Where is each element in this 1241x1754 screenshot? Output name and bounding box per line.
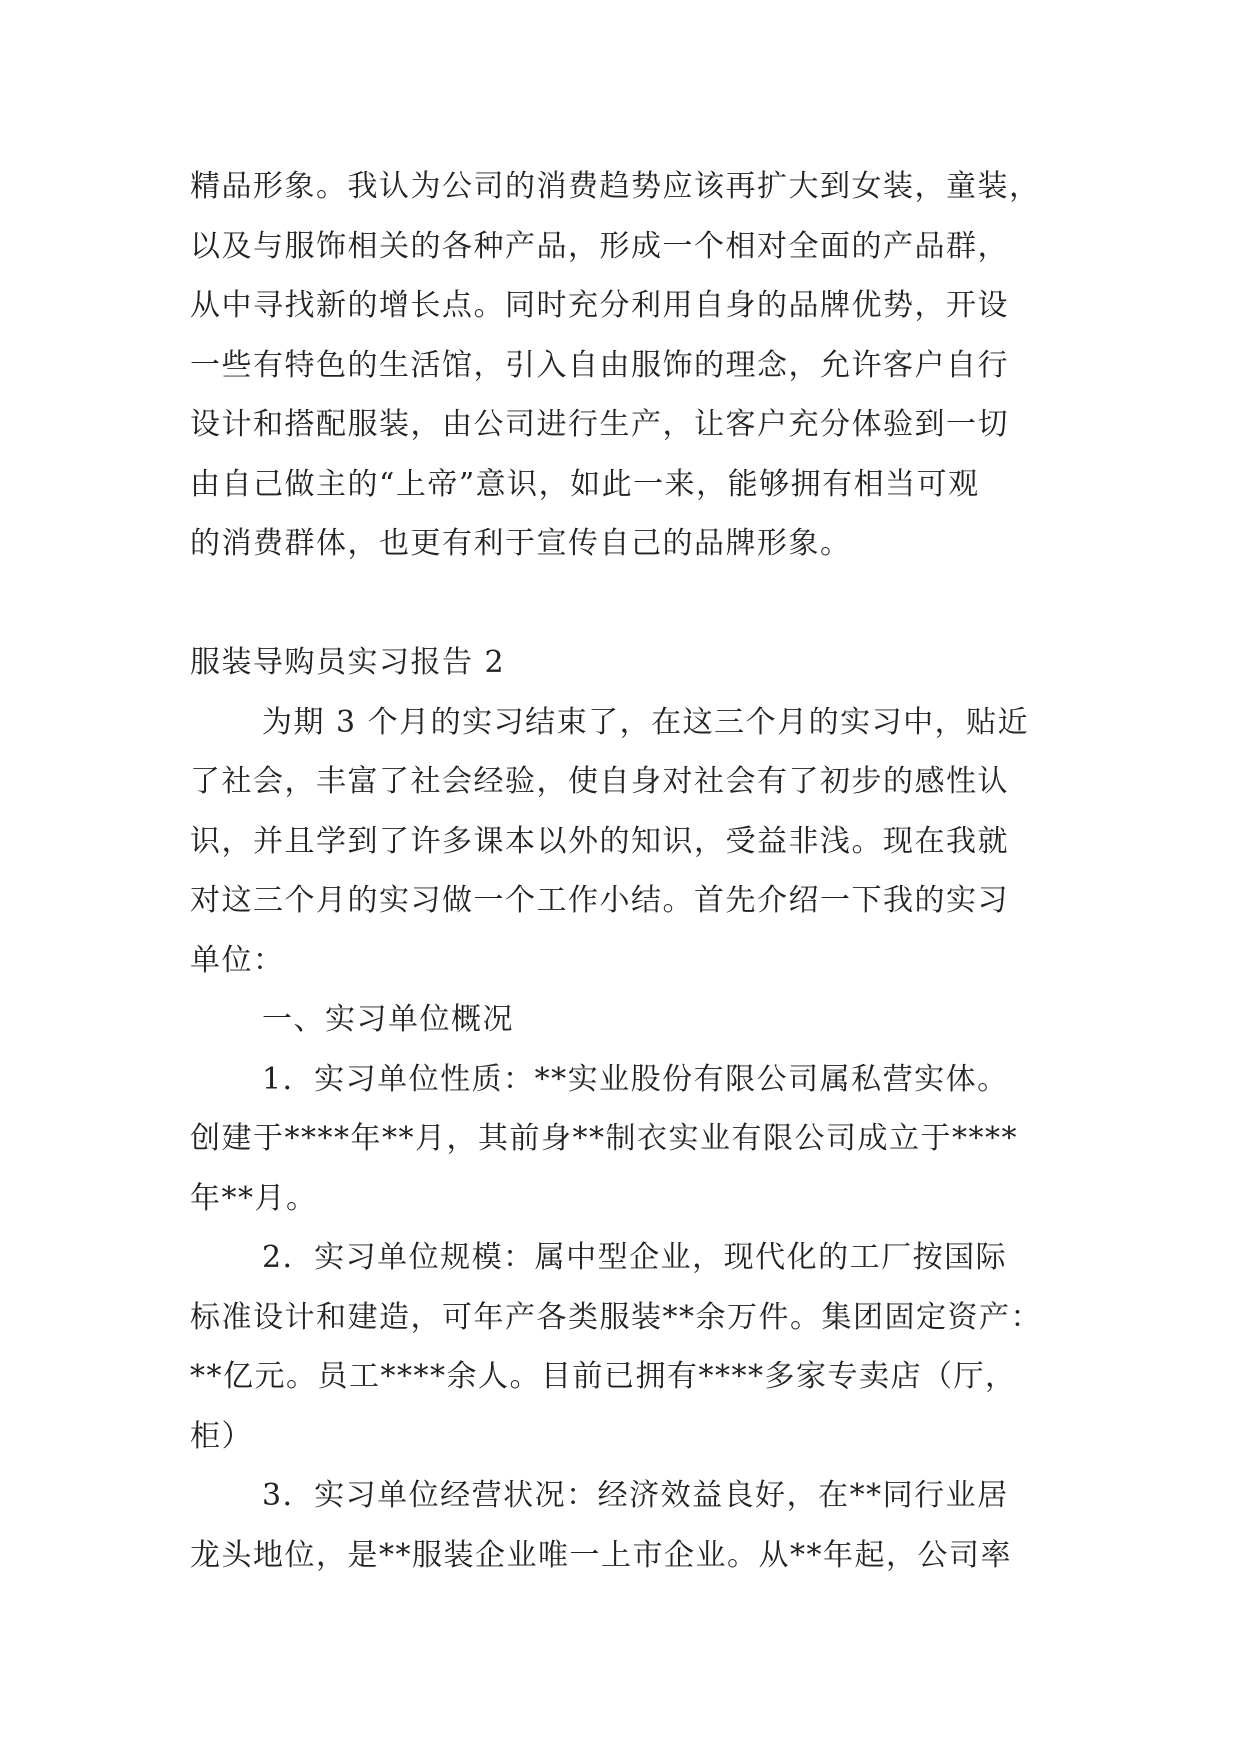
text-line: 单位： [190, 942, 285, 978]
text-line: 设计和搭配服装，由公司进行生产，让客户充分体验到一切 [190, 407, 1009, 442]
text-line: 的消费群体，也更有利于宣传自己的品牌形象。 [190, 526, 852, 561]
text-line: 3．实习单位经营状况：经济效益良好，在**同行业居 [262, 1478, 1009, 1513]
intro-paragraph [190, 693, 1062, 991]
text-line: 从中寻找新的增长点。同时充分利用自身的品牌优势，开设 [190, 288, 1009, 323]
text-line: 了社会，丰富了社会经验，使自身对社会有了初步的感性认 [190, 764, 1009, 799]
document-body [190, 157, 1062, 1585]
text-line: 1．实习单位性质：**实业股份有限公司属私营实体。 [262, 1061, 1009, 1097]
item-3-paragraph [190, 1466, 1062, 1585]
text-line: 柜） [190, 1418, 253, 1454]
text-line: 对这三个月的实习做一个工作小结。首先介绍一下我的实习 [190, 883, 1009, 918]
text-line: 标准设计和建造，可年产各类服装**余万件。集团固定资产： [190, 1299, 1042, 1335]
text-line: **亿元。员工****余人。目前已拥有****多家专卖店（厅， [190, 1359, 1017, 1394]
text-line: 龙头地位，是**服装企业唯一上市企业。从**年起，公司率 [190, 1537, 1012, 1573]
text-line: 2．实习单位规模：属中型企业，现代化的工厂按国际 [262, 1240, 1008, 1275]
text-line: 创建于****年**月，其前身**制衣实业有限公司成立于**** [190, 1121, 1018, 1156]
text-line: 为期 3 个月的实习结束了，在这三个月的实习中，贴近 [262, 704, 1030, 740]
text-line: 识，并且学到了许多课本以外的知识，受益非浅。现在我就 [190, 823, 1009, 859]
text-line: 由自己做主的“上帝”意识，如此一来，能够拥有相当可观 [190, 466, 980, 502]
text-line: 以及与服饰相关的各种产品，形成一个相对全面的产品群， [190, 228, 1009, 264]
blank-line [190, 574, 1062, 634]
paragraph-continuation [190, 157, 1062, 574]
section-title: 服装导购员实习报告 2 [190, 645, 506, 680]
item-2-paragraph [190, 1228, 1062, 1466]
text-line: 一些有特色的生活馆，引入自由服饰的理念，允许客户自行 [190, 347, 1009, 383]
heading-1: 一、实习单位概况 [262, 1002, 514, 1037]
text-line: 精品形象。我认为公司的消费趋势应该再扩大到女装，童装， [190, 169, 1041, 204]
item-1-paragraph [190, 1050, 1062, 1229]
text-line: 年**月。 [190, 1180, 318, 1216]
